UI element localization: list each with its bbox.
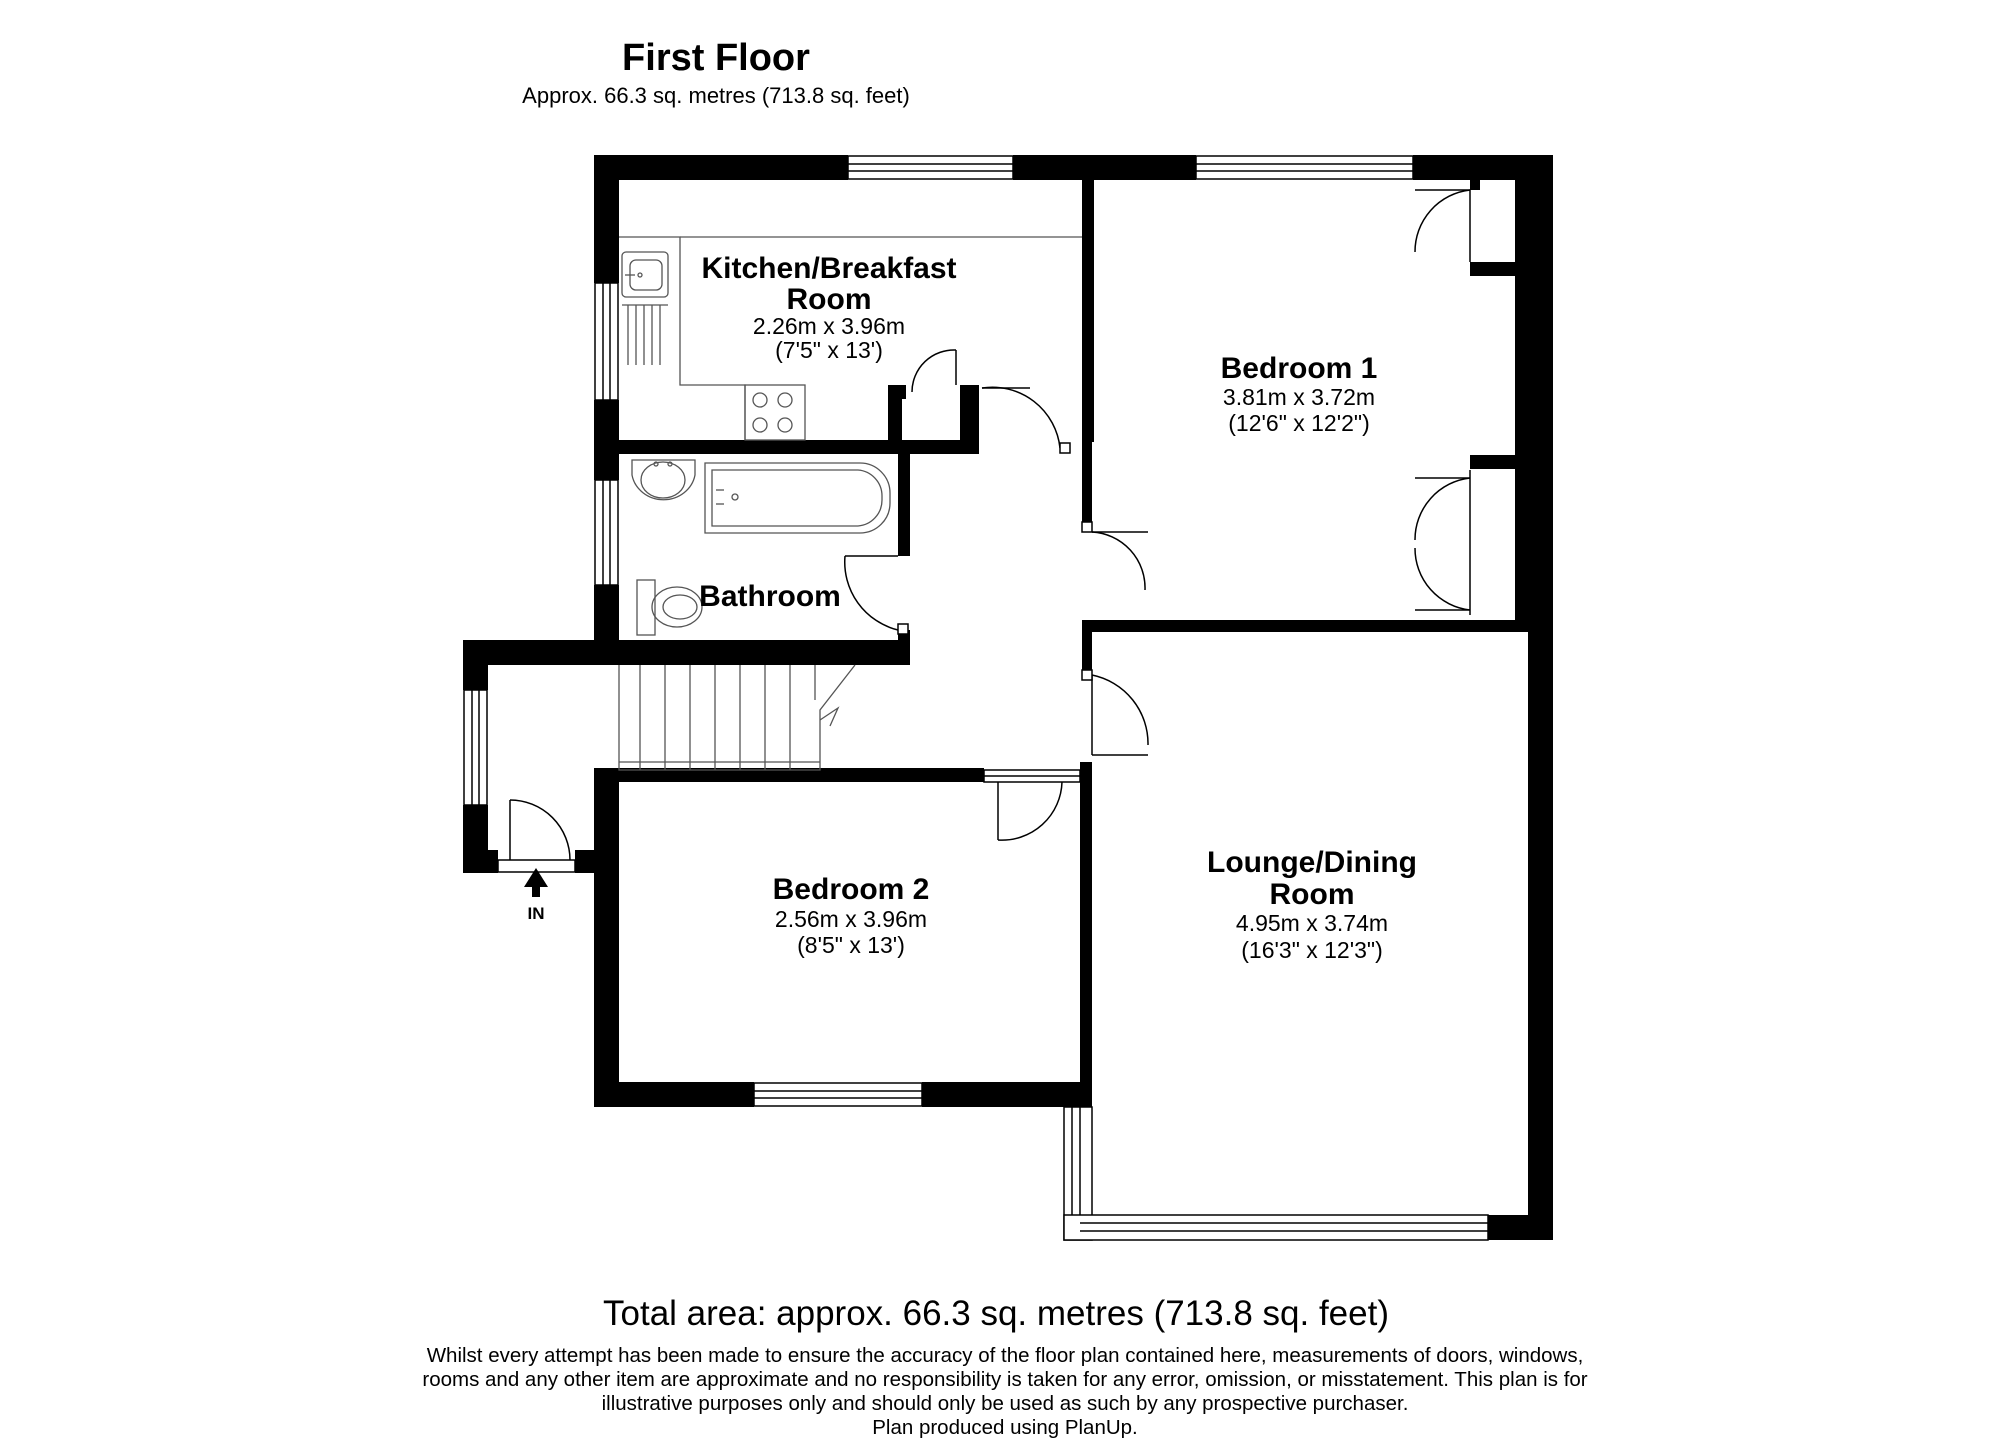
wall-bedroom2-left (594, 768, 619, 1100)
wall-left-kitchen-bottom (594, 400, 619, 480)
window-porch-left (464, 690, 487, 805)
bedroom2-dim-metric: 2.56m x 3.96m (774, 906, 928, 932)
kitchen-name-line1: Kitchen/Breakfast (701, 252, 957, 285)
wall-bedroom2-lounge (1080, 762, 1092, 1107)
kitchen-name-line2: Room (786, 283, 872, 316)
door-kitchen-cupboard (912, 350, 956, 392)
bedroom1-name: Bedroom 1 (1220, 352, 1378, 385)
door-wardrobe-bottom (1415, 470, 1470, 615)
sink-icon (622, 252, 668, 365)
wall-porch-bottom-left (463, 850, 498, 873)
bedroom1-dim-imperial: (12'6" x 12'2") (1228, 410, 1370, 436)
wall-wardrobe-right (1515, 180, 1528, 630)
wall-bedroom1-lounge (1082, 620, 1528, 632)
entrance-label: IN (527, 904, 545, 923)
wall-bedroom2-bottom-right (922, 1082, 1090, 1107)
wall-wardrobe-mid-ledge (1470, 455, 1528, 469)
wall-bath-bottom (463, 640, 908, 665)
doorframe-bedroom2 (984, 770, 1080, 782)
disclaimer-line2: rooms and any other item are approximate and no responsibility is taken for any error, omission, or misstatement. This plan is for (422, 1368, 1588, 1391)
disclaimer-line3: illustrative purposes only and should only be used as such by any prospective purchaser. (601, 1392, 1409, 1415)
hob-icon (745, 385, 805, 440)
toilet-icon (637, 580, 702, 635)
room-lounge (1207, 846, 1417, 963)
disclaimer-line1: Whilst every attempt has been made to ensure the accuracy of the floor plan contained here, measurements of doors, windows, (426, 1344, 1584, 1367)
bedroom2-name: Bedroom 2 (772, 873, 930, 906)
stairs-icon (619, 665, 855, 770)
wall-kitchen-bottom (619, 440, 979, 454)
window-bathroom-left (595, 480, 618, 585)
wall-top-left (594, 155, 848, 180)
bedroom2-dim-imperial: (8'5" x 13') (797, 932, 905, 958)
lounge-dim-imperial: (16'3" x 12'3") (1241, 937, 1383, 963)
window-kitchen-top (848, 156, 1013, 179)
total-area: Total area: approx. 66.3 sq. metres (713.8 sq. feet) (603, 1294, 1389, 1333)
wall-left-kitchen-top (594, 155, 619, 283)
room-bedroom1 (1221, 352, 1378, 436)
wall-wardrobe-top-ledge (1470, 262, 1528, 276)
wall-kitchen-bedroom1 (1082, 180, 1094, 442)
door-entrance (498, 800, 575, 872)
walls (463, 155, 1553, 1240)
room-bedroom2 (773, 873, 930, 958)
plan-credit: Plan produced using PlanUp. (872, 1416, 1138, 1439)
wall-bedroom1-lounge-left (1082, 625, 1092, 675)
kitchen-dim-metric: 2.26m x 3.96m (752, 313, 906, 339)
room-kitchen (701, 252, 956, 363)
window-kitchen-left (595, 283, 618, 400)
wall-hall-bedroom1 (1082, 442, 1092, 532)
plan-subtitle: Approx. 66.3 sq. metres (713.8 sq. feet) (522, 83, 910, 108)
wall-right (1528, 155, 1553, 1240)
window-bedroom1-top (1196, 156, 1413, 179)
kitchen-dim-imperial: (7'5" x 13') (775, 337, 883, 363)
window-bedroom2-bottom (754, 1083, 922, 1106)
bedroom1-dim-metric: 3.81m x 3.72m (1222, 384, 1376, 410)
door-wardrobe-top (1415, 190, 1470, 262)
door-lounge (1082, 670, 1148, 755)
bathroom-name: Bathroom (699, 580, 841, 613)
plan-title: First Floor (622, 37, 810, 79)
wall-cupboard-top-left (888, 385, 906, 399)
door-bedroom1 (1082, 522, 1148, 590)
door-bathroom (845, 556, 908, 634)
lounge-name-line1: Lounge/Dining (1207, 846, 1417, 879)
basin-icon (632, 460, 695, 500)
wall-top-mid (1013, 155, 1196, 180)
wall-wardrobe-top-stub (1470, 180, 1480, 190)
room-bathroom (699, 580, 841, 613)
bath-icon (705, 463, 890, 533)
door-bedroom2 (998, 782, 1062, 840)
wall-bath-right-top (898, 454, 910, 556)
wall-porch-left-top (463, 640, 488, 690)
lounge-dim-metric: 4.95m x 3.74m (1235, 910, 1389, 936)
wall-lounge-bottom-right (1488, 1215, 1553, 1240)
wall-cupboard-right (960, 385, 979, 445)
door-kitchen (982, 387, 1070, 453)
window-lounge-bay (1064, 1107, 1488, 1240)
lounge-name-line2: Room (1269, 878, 1355, 911)
wall-bedroom2-bottom-left (594, 1082, 754, 1107)
